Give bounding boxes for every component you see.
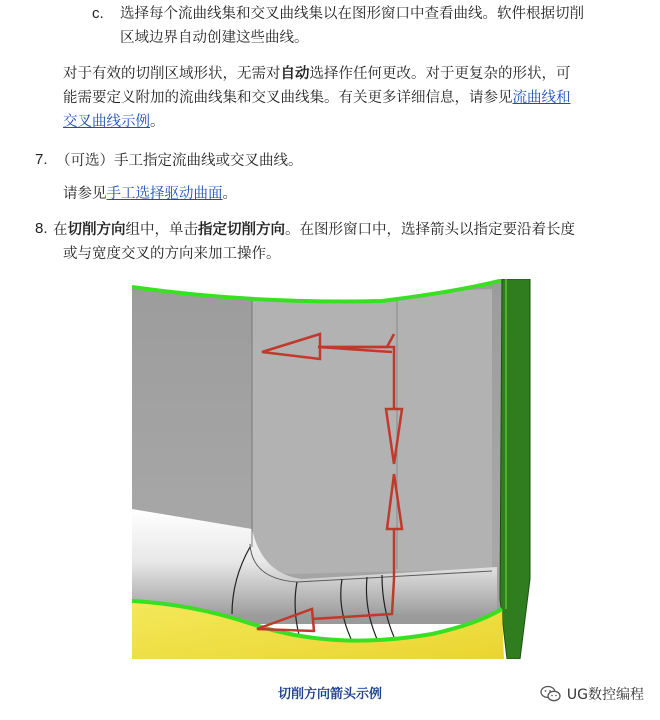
step-c-marker: c. <box>92 5 104 22</box>
specify-cut-direction: 指定切削方向 <box>198 222 285 238</box>
cut-direction-figure <box>132 279 532 659</box>
step-8-text <box>53 218 575 266</box>
flow-cross-curve-link[interactable]: 流曲线和 <box>512 90 571 106</box>
step8-text: 。在图形窗口中，选择箭头以指定要沿着长度 <box>285 222 575 238</box>
wall-panel <box>252 289 492 574</box>
step-8-number: 8. <box>35 220 48 237</box>
auto-note <box>63 62 571 134</box>
right-green-wall <box>500 279 530 659</box>
note-text: 能需要定义附加的流曲线集和交叉曲线集。有关更多详细信息，请参见 <box>63 90 513 106</box>
step-7-number: 7. <box>35 151 48 168</box>
step-c-line2: 区域边界自动创建这些曲线。 <box>120 30 309 46</box>
note-text: 对于有效的切削区域形状，无需对 <box>63 66 281 82</box>
step8-text: 在 <box>53 222 68 238</box>
note-text: 选择作任何更改。对于更复杂的形状，可 <box>309 66 571 82</box>
note-line1 <box>63 62 571 86</box>
figure-caption: 切削方向箭头示例 <box>277 687 382 702</box>
see-end: 。 <box>222 186 237 202</box>
flow-cross-curve-link-cont[interactable]: 交叉曲线示例 <box>63 114 150 130</box>
manual-drive-surface-link[interactable]: 手工选择驱动曲面 <box>106 186 223 202</box>
step-8-line1 <box>53 218 575 242</box>
step-c-line1: 选择每个流曲线集和交叉曲线集以在图形窗口中查看曲线。软件根据切削 <box>120 6 584 22</box>
note-bold-auto: 自动 <box>280 66 310 82</box>
note-line3 <box>63 110 571 134</box>
cut-direction-group: 切削方向 <box>67 222 126 238</box>
see-prefix: 请参见 <box>63 186 107 202</box>
step-c-text <box>120 2 584 50</box>
watermark-text: UG数控编程 <box>566 687 644 703</box>
step-7-text: （可选）手工指定流曲线或交叉曲线。 <box>56 153 303 169</box>
step8-text: 组中，单击 <box>125 222 198 238</box>
wechat-icon <box>540 685 562 703</box>
note-text: 。 <box>150 114 165 130</box>
note-line2 <box>63 86 571 110</box>
step-7-see <box>63 182 237 206</box>
step-8-line2: 或与宽度交叉的方向来加工操作。 <box>63 246 281 262</box>
watermark <box>540 684 644 704</box>
